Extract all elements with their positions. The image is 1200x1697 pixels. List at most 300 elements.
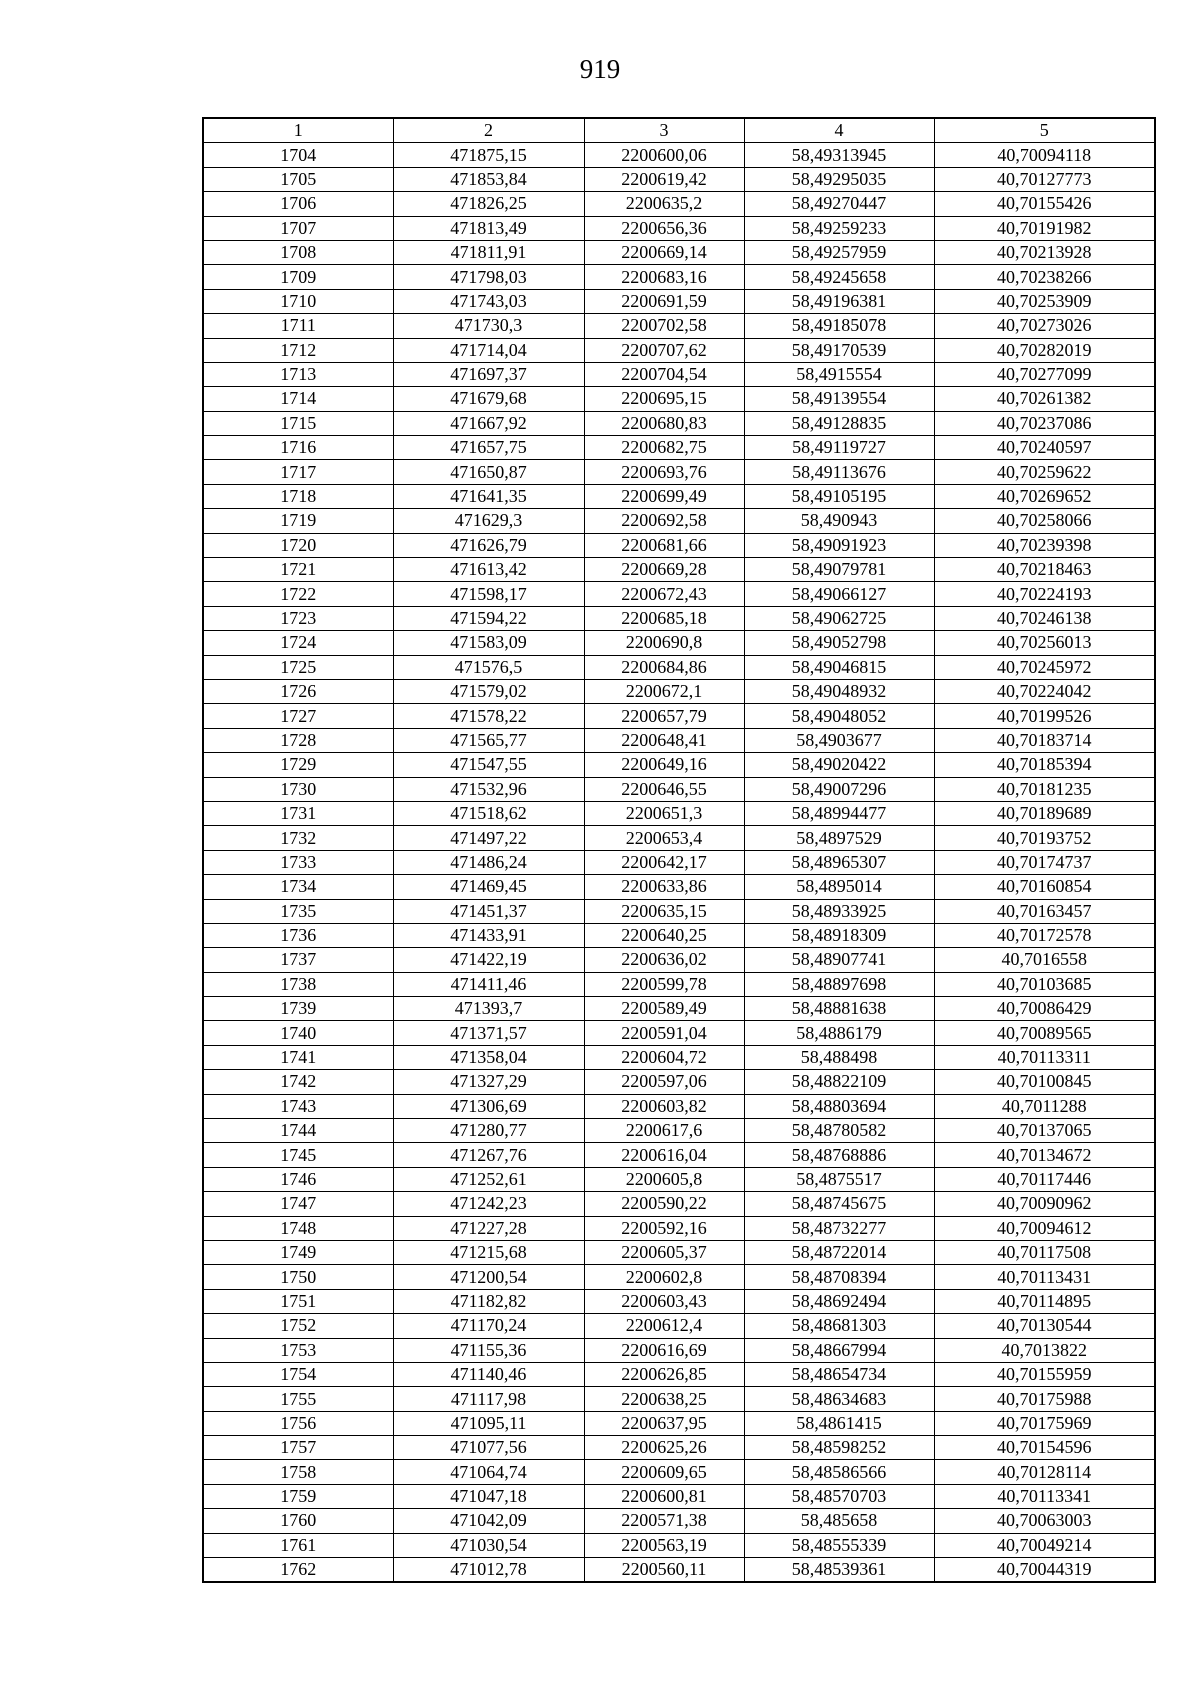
table-row xyxy=(203,1338,1155,1362)
y-coordinate-cell: 2200685,18 xyxy=(584,606,744,630)
y-coordinate-cell: 2200592,16 xyxy=(584,1216,744,1240)
table-row xyxy=(203,826,1155,850)
latitude-cell: 58,49259233 xyxy=(744,216,934,240)
point-number-cell: 1727 xyxy=(203,704,393,728)
point-number-cell: 1753 xyxy=(203,1338,393,1362)
longitude-cell: 40,70193752 xyxy=(934,826,1155,850)
longitude-cell: 40,70094612 xyxy=(934,1216,1155,1240)
longitude-cell: 40,70199526 xyxy=(934,704,1155,728)
column-header: 1 xyxy=(203,118,393,143)
x-coordinate-cell: 471393,7 xyxy=(393,997,584,1021)
x-coordinate-cell: 471547,55 xyxy=(393,753,584,777)
point-number-cell: 1705 xyxy=(203,167,393,191)
table-row xyxy=(203,314,1155,338)
table-row xyxy=(203,1436,1155,1460)
table-row xyxy=(203,631,1155,655)
table-row xyxy=(203,1045,1155,1069)
y-coordinate-cell: 2200684,86 xyxy=(584,655,744,679)
longitude-cell: 40,70160854 xyxy=(934,875,1155,899)
longitude-cell: 40,70137065 xyxy=(934,1119,1155,1143)
point-number-cell: 1718 xyxy=(203,484,393,508)
point-number-cell: 1715 xyxy=(203,411,393,435)
longitude-cell: 40,70245972 xyxy=(934,655,1155,679)
latitude-cell: 58,48681303 xyxy=(744,1314,934,1338)
point-number-cell: 1729 xyxy=(203,753,393,777)
latitude-cell: 58,48822109 xyxy=(744,1070,934,1094)
y-coordinate-cell: 2200699,49 xyxy=(584,484,744,508)
x-coordinate-cell: 471626,79 xyxy=(393,533,584,557)
point-number-cell: 1704 xyxy=(203,143,393,167)
x-coordinate-cell: 471047,18 xyxy=(393,1484,584,1508)
point-number-cell: 1744 xyxy=(203,1119,393,1143)
latitude-cell: 58,49113676 xyxy=(744,460,934,484)
longitude-cell: 40,70154596 xyxy=(934,1436,1155,1460)
y-coordinate-cell: 2200707,62 xyxy=(584,338,744,362)
x-coordinate-cell: 471422,19 xyxy=(393,948,584,972)
latitude-cell: 58,49270447 xyxy=(744,192,934,216)
table-row xyxy=(203,1314,1155,1338)
x-coordinate-cell: 471469,45 xyxy=(393,875,584,899)
x-coordinate-cell: 471598,17 xyxy=(393,582,584,606)
longitude-cell: 40,70155959 xyxy=(934,1362,1155,1386)
x-coordinate-cell: 471641,35 xyxy=(393,484,584,508)
longitude-cell: 40,70172578 xyxy=(934,923,1155,947)
longitude-cell: 40,70213928 xyxy=(934,240,1155,264)
longitude-cell: 40,70238266 xyxy=(934,265,1155,289)
table-row xyxy=(203,948,1155,972)
y-coordinate-cell: 2200626,85 xyxy=(584,1362,744,1386)
table-row xyxy=(203,1411,1155,1435)
longitude-cell: 40,70273026 xyxy=(934,314,1155,338)
latitude-cell: 58,48732277 xyxy=(744,1216,934,1240)
x-coordinate-cell: 471798,03 xyxy=(393,265,584,289)
column-header: 5 xyxy=(934,118,1155,143)
table-row xyxy=(203,1119,1155,1143)
table-row xyxy=(203,606,1155,630)
y-coordinate-cell: 2200695,15 xyxy=(584,387,744,411)
latitude-cell: 58,48965307 xyxy=(744,850,934,874)
y-coordinate-cell: 2200612,4 xyxy=(584,1314,744,1338)
table-row xyxy=(203,1167,1155,1191)
y-coordinate-cell: 2200605,37 xyxy=(584,1240,744,1264)
table-row xyxy=(203,899,1155,923)
longitude-cell: 40,70044319 xyxy=(934,1558,1155,1583)
latitude-cell: 58,49079781 xyxy=(744,558,934,582)
latitude-cell: 58,48780582 xyxy=(744,1119,934,1143)
longitude-cell: 40,7016558 xyxy=(934,948,1155,972)
table-row xyxy=(203,875,1155,899)
y-coordinate-cell: 2200693,76 xyxy=(584,460,744,484)
latitude-cell: 58,49020422 xyxy=(744,753,934,777)
table-row xyxy=(203,582,1155,606)
longitude-cell: 40,70090962 xyxy=(934,1192,1155,1216)
table-row xyxy=(203,460,1155,484)
point-number-cell: 1740 xyxy=(203,1021,393,1045)
latitude-cell: 58,48539361 xyxy=(744,1558,934,1583)
table-row xyxy=(203,1289,1155,1313)
x-coordinate-cell: 471012,78 xyxy=(393,1558,584,1583)
longitude-cell: 40,70246138 xyxy=(934,606,1155,630)
point-number-cell: 1713 xyxy=(203,362,393,386)
latitude-cell: 58,48667994 xyxy=(744,1338,934,1362)
y-coordinate-cell: 2200603,82 xyxy=(584,1094,744,1118)
point-number-cell: 1741 xyxy=(203,1045,393,1069)
table-row xyxy=(203,655,1155,679)
x-coordinate-cell: 471280,77 xyxy=(393,1119,584,1143)
longitude-cell: 40,70155426 xyxy=(934,192,1155,216)
point-number-cell: 1752 xyxy=(203,1314,393,1338)
latitude-cell: 58,48768886 xyxy=(744,1143,934,1167)
y-coordinate-cell: 2200609,65 xyxy=(584,1460,744,1484)
latitude-cell: 58,4886179 xyxy=(744,1021,934,1045)
point-number-cell: 1758 xyxy=(203,1460,393,1484)
point-number-cell: 1756 xyxy=(203,1411,393,1435)
latitude-cell: 58,49128835 xyxy=(744,411,934,435)
x-coordinate-cell: 471117,98 xyxy=(393,1387,584,1411)
table-row xyxy=(203,1240,1155,1264)
y-coordinate-cell: 2200604,72 xyxy=(584,1045,744,1069)
y-coordinate-cell: 2200600,81 xyxy=(584,1484,744,1508)
table-row xyxy=(203,923,1155,947)
latitude-cell: 58,49257959 xyxy=(744,240,934,264)
x-coordinate-cell: 471826,25 xyxy=(393,192,584,216)
point-number-cell: 1728 xyxy=(203,728,393,752)
point-number-cell: 1721 xyxy=(203,558,393,582)
x-coordinate-cell: 471743,03 xyxy=(393,289,584,313)
point-number-cell: 1719 xyxy=(203,509,393,533)
x-coordinate-cell: 471811,91 xyxy=(393,240,584,264)
longitude-cell: 40,70269652 xyxy=(934,484,1155,508)
latitude-cell: 58,49046815 xyxy=(744,655,934,679)
x-coordinate-cell: 471371,57 xyxy=(393,1021,584,1045)
y-coordinate-cell: 2200646,55 xyxy=(584,777,744,801)
point-number-cell: 1749 xyxy=(203,1240,393,1264)
x-coordinate-cell: 471578,22 xyxy=(393,704,584,728)
x-coordinate-cell: 471042,09 xyxy=(393,1509,584,1533)
table-row xyxy=(203,362,1155,386)
y-coordinate-cell: 2200603,43 xyxy=(584,1289,744,1313)
latitude-cell: 58,48598252 xyxy=(744,1436,934,1460)
y-coordinate-cell: 2200602,8 xyxy=(584,1265,744,1289)
longitude-cell: 40,70113431 xyxy=(934,1265,1155,1289)
x-coordinate-cell: 471170,24 xyxy=(393,1314,584,1338)
point-number-cell: 1754 xyxy=(203,1362,393,1386)
longitude-cell: 40,70134672 xyxy=(934,1143,1155,1167)
latitude-cell: 58,48555339 xyxy=(744,1533,934,1557)
longitude-cell: 40,70128114 xyxy=(934,1460,1155,1484)
point-number-cell: 1750 xyxy=(203,1265,393,1289)
latitude-cell: 58,49105195 xyxy=(744,484,934,508)
longitude-cell: 40,70256013 xyxy=(934,631,1155,655)
longitude-cell: 40,70113341 xyxy=(934,1484,1155,1508)
point-number-cell: 1737 xyxy=(203,948,393,972)
table-row xyxy=(203,143,1155,167)
y-coordinate-cell: 2200637,95 xyxy=(584,1411,744,1435)
y-coordinate-cell: 2200702,58 xyxy=(584,314,744,338)
latitude-cell: 58,48803694 xyxy=(744,1094,934,1118)
table-row xyxy=(203,1460,1155,1484)
x-coordinate-cell: 471657,75 xyxy=(393,436,584,460)
x-coordinate-cell: 471140,46 xyxy=(393,1362,584,1386)
y-coordinate-cell: 2200657,79 xyxy=(584,704,744,728)
y-coordinate-cell: 2200638,25 xyxy=(584,1387,744,1411)
y-coordinate-cell: 2200672,43 xyxy=(584,582,744,606)
longitude-cell: 40,70191982 xyxy=(934,216,1155,240)
y-coordinate-cell: 2200633,86 xyxy=(584,875,744,899)
latitude-cell: 58,49048052 xyxy=(744,704,934,728)
latitude-cell: 58,48897698 xyxy=(744,972,934,996)
point-number-cell: 1745 xyxy=(203,1143,393,1167)
y-coordinate-cell: 2200704,54 xyxy=(584,362,744,386)
y-coordinate-cell: 2200616,04 xyxy=(584,1143,744,1167)
column-header: 3 xyxy=(584,118,744,143)
y-coordinate-cell: 2200636,02 xyxy=(584,948,744,972)
table-row xyxy=(203,1070,1155,1094)
y-coordinate-cell: 2200691,59 xyxy=(584,289,744,313)
table-row xyxy=(203,1216,1155,1240)
table-row xyxy=(203,558,1155,582)
y-coordinate-cell: 2200635,2 xyxy=(584,192,744,216)
point-number-cell: 1751 xyxy=(203,1289,393,1313)
latitude-cell: 58,4895014 xyxy=(744,875,934,899)
table-row xyxy=(203,484,1155,508)
y-coordinate-cell: 2200563,19 xyxy=(584,1533,744,1557)
table-row xyxy=(203,704,1155,728)
longitude-cell: 40,70282019 xyxy=(934,338,1155,362)
x-coordinate-cell: 471667,92 xyxy=(393,411,584,435)
latitude-cell: 58,48692494 xyxy=(744,1289,934,1313)
point-number-cell: 1720 xyxy=(203,533,393,557)
table-row xyxy=(203,411,1155,435)
longitude-cell: 40,70086429 xyxy=(934,997,1155,1021)
latitude-cell: 58,49062725 xyxy=(744,606,934,630)
point-number-cell: 1711 xyxy=(203,314,393,338)
latitude-cell: 58,49091923 xyxy=(744,533,934,557)
point-number-cell: 1746 xyxy=(203,1167,393,1191)
x-coordinate-cell: 471650,87 xyxy=(393,460,584,484)
longitude-cell: 40,70117508 xyxy=(934,1240,1155,1264)
point-number-cell: 1706 xyxy=(203,192,393,216)
x-coordinate-cell: 471697,37 xyxy=(393,362,584,386)
x-coordinate-cell: 471613,42 xyxy=(393,558,584,582)
y-coordinate-cell: 2200597,06 xyxy=(584,1070,744,1094)
longitude-cell: 40,70181235 xyxy=(934,777,1155,801)
longitude-cell: 40,70113311 xyxy=(934,1045,1155,1069)
point-number-cell: 1743 xyxy=(203,1094,393,1118)
x-coordinate-cell: 471679,68 xyxy=(393,387,584,411)
y-coordinate-cell: 2200681,66 xyxy=(584,533,744,557)
table-row xyxy=(203,1192,1155,1216)
latitude-cell: 58,4875517 xyxy=(744,1167,934,1191)
point-number-cell: 1761 xyxy=(203,1533,393,1557)
x-coordinate-cell: 471583,09 xyxy=(393,631,584,655)
y-coordinate-cell: 2200653,4 xyxy=(584,826,744,850)
x-coordinate-cell: 471594,22 xyxy=(393,606,584,630)
longitude-cell: 40,70094118 xyxy=(934,143,1155,167)
latitude-cell: 58,48586566 xyxy=(744,1460,934,1484)
x-coordinate-cell: 471358,04 xyxy=(393,1045,584,1069)
latitude-cell: 58,4897529 xyxy=(744,826,934,850)
longitude-cell: 40,70189689 xyxy=(934,801,1155,825)
longitude-cell: 40,70163457 xyxy=(934,899,1155,923)
longitude-cell: 40,70258066 xyxy=(934,509,1155,533)
y-coordinate-cell: 2200649,16 xyxy=(584,753,744,777)
table-row xyxy=(203,777,1155,801)
latitude-cell: 58,49007296 xyxy=(744,777,934,801)
column-header: 4 xyxy=(744,118,934,143)
y-coordinate-cell: 2200605,8 xyxy=(584,1167,744,1191)
latitude-cell: 58,488498 xyxy=(744,1045,934,1069)
table-row xyxy=(203,265,1155,289)
latitude-cell: 58,48570703 xyxy=(744,1484,934,1508)
table-row xyxy=(203,1265,1155,1289)
point-number-cell: 1739 xyxy=(203,997,393,1021)
longitude-cell: 40,7011288 xyxy=(934,1094,1155,1118)
point-number-cell: 1723 xyxy=(203,606,393,630)
x-coordinate-cell: 471242,23 xyxy=(393,1192,584,1216)
table-row xyxy=(203,1509,1155,1533)
point-number-cell: 1748 xyxy=(203,1216,393,1240)
table-row xyxy=(203,1533,1155,1557)
longitude-cell: 40,70240597 xyxy=(934,436,1155,460)
latitude-cell: 58,48907741 xyxy=(744,948,934,972)
longitude-cell: 40,70183714 xyxy=(934,728,1155,752)
latitude-cell: 58,48654734 xyxy=(744,1362,934,1386)
longitude-cell: 40,70127773 xyxy=(934,167,1155,191)
table-row xyxy=(203,1021,1155,1045)
point-number-cell: 1709 xyxy=(203,265,393,289)
table-row xyxy=(203,387,1155,411)
table-row xyxy=(203,801,1155,825)
longitude-cell: 40,70130544 xyxy=(934,1314,1155,1338)
longitude-cell: 40,70224193 xyxy=(934,582,1155,606)
longitude-cell: 40,70175969 xyxy=(934,1411,1155,1435)
longitude-cell: 40,7013822 xyxy=(934,1338,1155,1362)
latitude-cell: 58,49185078 xyxy=(744,314,934,338)
point-number-cell: 1759 xyxy=(203,1484,393,1508)
point-number-cell: 1716 xyxy=(203,436,393,460)
y-coordinate-cell: 2200590,22 xyxy=(584,1192,744,1216)
table-row xyxy=(203,192,1155,216)
table-row xyxy=(203,972,1155,996)
x-coordinate-cell: 471497,22 xyxy=(393,826,584,850)
table-row xyxy=(203,533,1155,557)
x-coordinate-cell: 471227,28 xyxy=(393,1216,584,1240)
x-coordinate-cell: 471579,02 xyxy=(393,679,584,703)
point-number-cell: 1736 xyxy=(203,923,393,947)
longitude-cell: 40,70103685 xyxy=(934,972,1155,996)
table-row xyxy=(203,216,1155,240)
point-number-cell: 1725 xyxy=(203,655,393,679)
point-number-cell: 1708 xyxy=(203,240,393,264)
table-row xyxy=(203,289,1155,313)
longitude-cell: 40,70174737 xyxy=(934,850,1155,874)
latitude-cell: 58,48918309 xyxy=(744,923,934,947)
point-number-cell: 1717 xyxy=(203,460,393,484)
latitude-cell: 58,490943 xyxy=(744,509,934,533)
y-coordinate-cell: 2200625,26 xyxy=(584,1436,744,1460)
x-coordinate-cell: 471267,76 xyxy=(393,1143,584,1167)
y-coordinate-cell: 2200619,42 xyxy=(584,167,744,191)
x-coordinate-cell: 471853,84 xyxy=(393,167,584,191)
x-coordinate-cell: 471200,54 xyxy=(393,1265,584,1289)
table-row xyxy=(203,436,1155,460)
longitude-cell: 40,70239398 xyxy=(934,533,1155,557)
table-row xyxy=(203,753,1155,777)
y-coordinate-cell: 2200648,41 xyxy=(584,728,744,752)
x-coordinate-cell: 471064,74 xyxy=(393,1460,584,1484)
point-number-cell: 1707 xyxy=(203,216,393,240)
point-number-cell: 1722 xyxy=(203,582,393,606)
x-coordinate-cell: 471518,62 xyxy=(393,801,584,825)
y-coordinate-cell: 2200600,06 xyxy=(584,143,744,167)
latitude-cell: 58,485658 xyxy=(744,1509,934,1533)
table-row xyxy=(203,728,1155,752)
x-coordinate-cell: 471077,56 xyxy=(393,1436,584,1460)
y-coordinate-cell: 2200560,11 xyxy=(584,1558,744,1583)
y-coordinate-cell: 2200642,17 xyxy=(584,850,744,874)
table-row xyxy=(203,1094,1155,1118)
coordinates-table xyxy=(202,117,1156,1583)
x-coordinate-cell: 471215,68 xyxy=(393,1240,584,1264)
x-coordinate-cell: 471327,29 xyxy=(393,1070,584,1094)
point-number-cell: 1747 xyxy=(203,1192,393,1216)
y-coordinate-cell: 2200692,58 xyxy=(584,509,744,533)
longitude-cell: 40,70117446 xyxy=(934,1167,1155,1191)
table-row xyxy=(203,509,1155,533)
x-coordinate-cell: 471714,04 xyxy=(393,338,584,362)
x-coordinate-cell: 471629,3 xyxy=(393,509,584,533)
x-coordinate-cell: 471730,3 xyxy=(393,314,584,338)
longitude-cell: 40,70224042 xyxy=(934,679,1155,703)
point-number-cell: 1726 xyxy=(203,679,393,703)
point-number-cell: 1742 xyxy=(203,1070,393,1094)
y-coordinate-cell: 2200683,16 xyxy=(584,265,744,289)
longitude-cell: 40,70218463 xyxy=(934,558,1155,582)
point-number-cell: 1735 xyxy=(203,899,393,923)
longitude-cell: 40,70089565 xyxy=(934,1021,1155,1045)
latitude-cell: 58,48722014 xyxy=(744,1240,934,1264)
point-number-cell: 1731 xyxy=(203,801,393,825)
latitude-cell: 58,4903677 xyxy=(744,728,934,752)
y-coordinate-cell: 2200571,38 xyxy=(584,1509,744,1533)
table-row xyxy=(203,850,1155,874)
latitude-cell: 58,4861415 xyxy=(744,1411,934,1435)
longitude-cell: 40,70277099 xyxy=(934,362,1155,386)
table-row xyxy=(203,1362,1155,1386)
longitude-cell: 40,70049214 xyxy=(934,1533,1155,1557)
x-coordinate-cell: 471433,91 xyxy=(393,923,584,947)
latitude-cell: 58,49313945 xyxy=(744,143,934,167)
y-coordinate-cell: 2200672,1 xyxy=(584,679,744,703)
latitude-cell: 58,48745675 xyxy=(744,1192,934,1216)
point-number-cell: 1762 xyxy=(203,1558,393,1583)
y-coordinate-cell: 2200640,25 xyxy=(584,923,744,947)
longitude-cell: 40,70063003 xyxy=(934,1509,1155,1533)
point-number-cell: 1730 xyxy=(203,777,393,801)
y-coordinate-cell: 2200690,8 xyxy=(584,631,744,655)
table-row xyxy=(203,1387,1155,1411)
y-coordinate-cell: 2200635,15 xyxy=(584,899,744,923)
latitude-cell: 58,48634683 xyxy=(744,1387,934,1411)
latitude-cell: 58,49048932 xyxy=(744,679,934,703)
table-header-row xyxy=(203,118,1155,143)
y-coordinate-cell: 2200651,3 xyxy=(584,801,744,825)
table-row xyxy=(203,1484,1155,1508)
table-row xyxy=(203,167,1155,191)
x-coordinate-cell: 471451,37 xyxy=(393,899,584,923)
x-coordinate-cell: 471486,24 xyxy=(393,850,584,874)
